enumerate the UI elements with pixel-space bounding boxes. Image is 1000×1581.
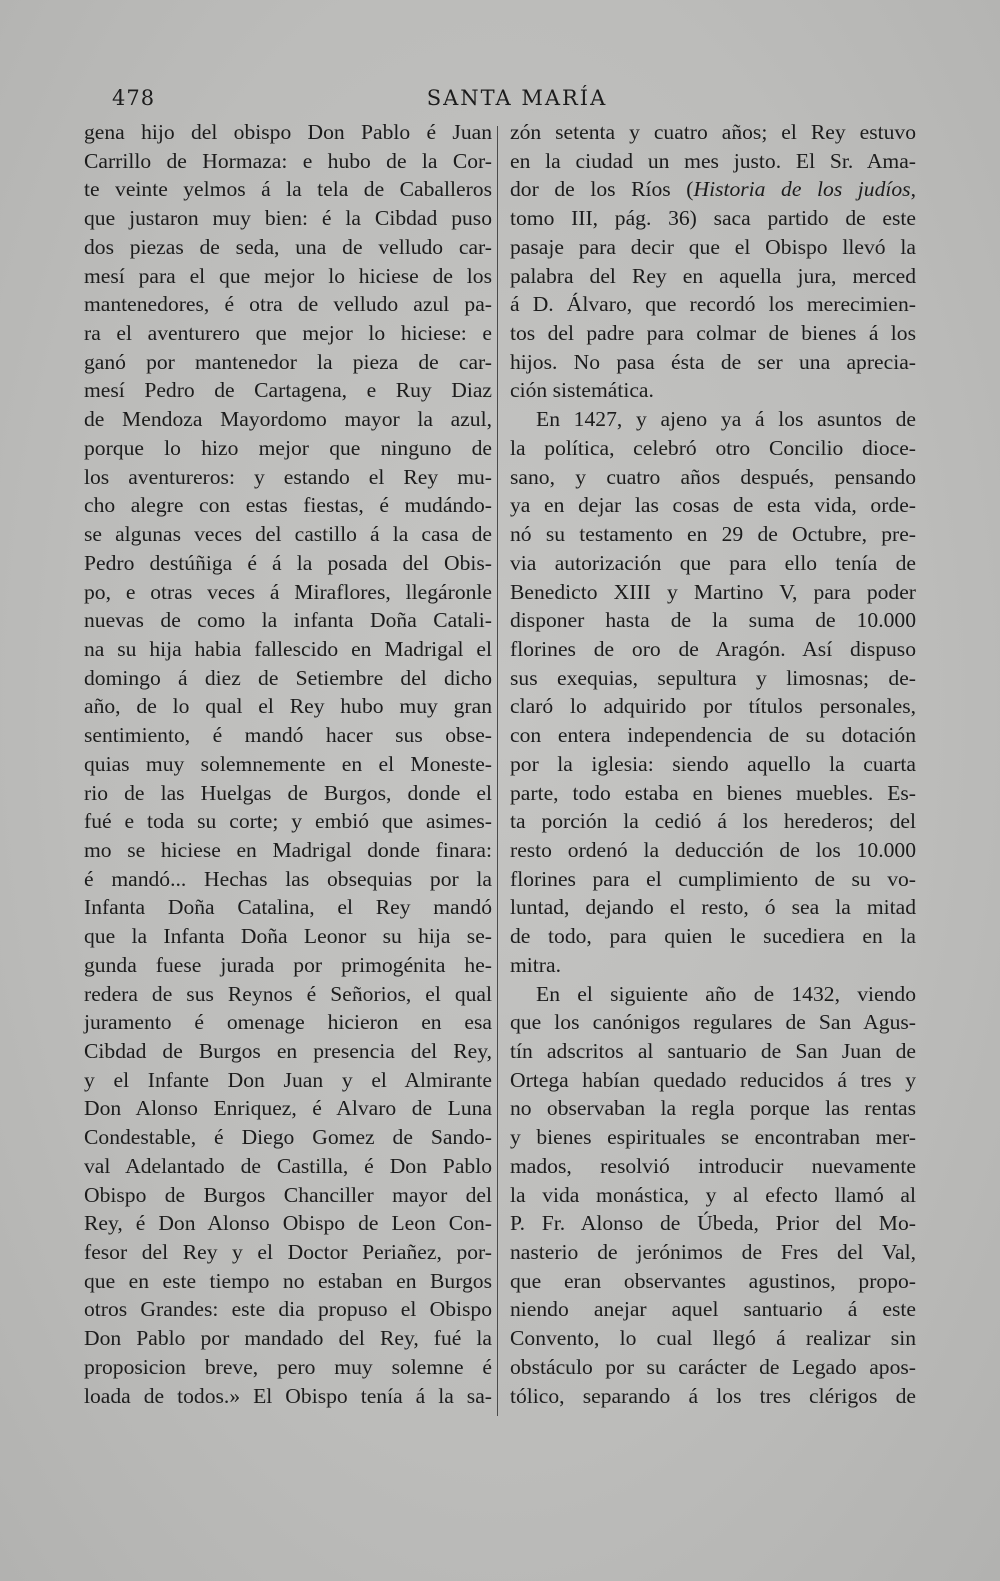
text-line: nó su testamento en 29 de Octubre, pre-: [510, 522, 916, 547]
text-line: En el siguiente año de 1432, viendo: [536, 981, 916, 1006]
text-line: Convento, lo cual llegó á realizar sin: [510, 1326, 916, 1351]
text-line: sano, y cuatro años después, pensando: [510, 464, 916, 489]
text-line: Infanta Doña Catalina, el Rey mandó: [84, 895, 492, 920]
text-line: con entera independencia de su dotación: [510, 723, 916, 748]
text-line: domingo á diez de Setiembre del dicho: [84, 665, 492, 690]
text-line: ra el aventurero que mejor lo hiciese: e: [84, 321, 492, 346]
text-line: Ortega habían quedado reducidos á tres y: [510, 1067, 916, 1092]
text-line: val Adelantado de Castilla, é Don Pablo: [84, 1153, 492, 1178]
text-line: por la iglesia: siendo aquello la cuarta: [510, 751, 916, 776]
text-line: fesor del Rey y el Doctor Periañez, por-: [84, 1240, 492, 1265]
text-line: Benedicto XIII y Martino V, para poder: [510, 579, 916, 604]
text-line: rio de las Huelgas de Burgos, donde el: [84, 780, 492, 805]
text-line: po, e otras veces á Miraflores, llegáronle: [84, 579, 492, 604]
text-line: via autorización que para ello tenía de: [510, 550, 916, 575]
text-line: sus exequias, sepultura y limosnas; de-: [510, 665, 916, 690]
text-line: ya en dejar las cosas de esta vida, orde-: [510, 493, 916, 518]
right-text-column: [510, 118, 916, 1410]
text-line: que los canónigos regulares de San Agus-: [510, 1010, 916, 1035]
text-line: na su hija habia fallescido en Madrigal el: [84, 636, 492, 661]
text-line: gena hijo del obispo Don Pablo é Juan: [84, 120, 492, 144]
text-line: mesí para el que mejor lo hiciese de los: [84, 263, 492, 288]
text-line: que justaron muy bien: é la Cibdad puso: [84, 206, 492, 231]
text-line: sentimiento, é mandó hacer sus obse-: [84, 723, 492, 748]
text-line: la vida monástica, y al efecto llamó al: [510, 1182, 916, 1207]
text-line: otros Grandes: este dia propuso el Obispo: [84, 1297, 492, 1322]
text-line: Don Alonso Enriquez, é Alvaro de Luna: [84, 1096, 492, 1121]
text-line: florines para el cumplimiento de su vo-: [510, 866, 916, 891]
text-line: y bienes espirituales se encontraban mer-: [510, 1125, 916, 1150]
text-line: nuevas de como la infanta Doña Catali-: [84, 608, 492, 633]
text-line: dor de los Ríos (Historia de los judíos,: [510, 177, 916, 202]
text-line: porque lo hizo mejor que ninguno de: [84, 435, 492, 460]
text-line: palabra del Rey en aquella jura, merced: [510, 263, 916, 288]
text-line: que la Infanta Doña Leonor su hija se-: [84, 924, 492, 949]
text-line: luntad, dejando el resto, ó sea la mitad: [510, 895, 916, 920]
text-line: que eran observantes agustinos, propo-: [510, 1268, 916, 1293]
text-line: Rey, é Don Alonso Obispo de Leon Con-: [84, 1211, 492, 1236]
text-line: mados, resolvió introducir nuevamente: [510, 1153, 916, 1178]
text-line: te veinte yelmos á la tela de Caballeros: [84, 177, 492, 202]
text-line: juramento é omenage hicieron en esa: [84, 1010, 492, 1035]
left-text-column: [84, 118, 492, 1410]
text-line: se algunas veces del castillo á la casa de: [84, 522, 492, 547]
text-line: obstáculo por su carácter de Legado apos-: [510, 1354, 916, 1379]
page-number: 478: [112, 86, 156, 110]
text-line: de todo, para quien le sucediera en la: [510, 924, 916, 949]
text-line: Don Pablo por mandado del Rey, fué la: [84, 1326, 492, 1351]
text-line: ta porción la cedió á los herederos; del: [510, 809, 916, 834]
text-line: dos piezas de seda, una de velludo car-: [84, 234, 492, 259]
text-line: que en este tiempo no estaban en Burgos: [84, 1268, 492, 1293]
text-line: mitra.: [510, 952, 561, 977]
text-line: Pedro destúñiga é á la posada del Obis-: [84, 550, 492, 575]
text-line: mantenedores, é otra de velludo azul pa-: [84, 292, 492, 317]
text-line: gunda fuese jurada por primogénita he-: [84, 952, 492, 977]
running-title: SANTA MARÍA: [426, 86, 608, 110]
text-line: En 1427, y ajeno ya á los asuntos de: [536, 407, 916, 432]
text-line: año, de lo qual el Rey hubo muy gran: [84, 694, 492, 719]
text-line: parte, todo estaba en bienes muebles. Es-: [510, 780, 916, 805]
text-line: proposicion breve, pero muy solemne é: [84, 1354, 492, 1379]
text-line: fué e toda su corte; y embió que asimes-: [84, 809, 492, 834]
text-line: mesí Pedro de Cartagena, e Ruy Diaz: [84, 378, 492, 403]
text-line: Cibdad de Burgos en presencia del Rey,: [84, 1039, 492, 1063]
text-line: P. Fr. Alonso de Úbeda, Prior del Mo-: [510, 1211, 916, 1236]
text-line: los aventureros: y estando el Rey mu-: [84, 464, 492, 489]
text-line: á D. Álvaro, que recordó los merecimien-: [510, 292, 916, 317]
text-line: claró lo adquirido por títulos personales,: [510, 694, 916, 719]
text-line: quias muy solemnemente en el Moneste-: [84, 751, 492, 776]
text-line: zón setenta y cuatro años; el Rey estuvo: [510, 120, 916, 144]
text-line: redera de sus Reynos é Señorios, el qual: [84, 981, 492, 1006]
text-line: resto ordenó la deducción de los 10.000: [510, 837, 916, 862]
text-line: tos del padre para colmar de bienes á los: [510, 321, 916, 346]
text-line: mo se hiciese en Madrigal donde finara:: [84, 837, 492, 862]
book-title-italic: Historia de los judíos: [693, 177, 911, 202]
text-line: tín adscritos al santuario de San Juan de: [510, 1039, 916, 1063]
text-line: florines de oro de Aragón. Así dispuso: [510, 636, 916, 661]
text-line: hijos. No pasa ésta de ser una aprecia-: [510, 349, 916, 374]
text-line: ción sistemática.: [510, 378, 654, 403]
text-line: tólico, separando á los tres clérigos de: [510, 1383, 916, 1408]
text-line: niendo anejar aquel santuario á este: [510, 1297, 916, 1322]
text-line: é mandó... Hechas las obsequias por la: [84, 866, 492, 891]
text-line: ganó por mantenedor la pieza de car-: [84, 349, 492, 374]
text-line: no observaban la regla porque las rentas: [510, 1096, 916, 1121]
text-line: Carrillo de Hormaza: e hubo de la Cor-: [84, 148, 492, 173]
text-line: pasaje para decir que el Obispo llevó la: [510, 234, 916, 259]
text-line: Condestable, é Diego Gomez de Sando-: [84, 1125, 492, 1150]
text-line: nasterio de jerónimos de Fres del Val,: [510, 1240, 916, 1265]
text-line: tomo III, pág. 36) saca partido de este: [510, 206, 916, 231]
text-line: loada de todos.» El Obispo tenía á la sa-: [84, 1383, 492, 1408]
text-line: en la ciudad un mes justo. El Sr. Ama-: [510, 148, 916, 173]
running-head: [112, 86, 912, 116]
text-line: cho alegre con estas fiestas, é mudándo-: [84, 493, 492, 518]
text-line: de Mendoza Mayordomo mayor la azul,: [84, 407, 492, 432]
text-line: disponer hasta de la suma de 10.000: [510, 608, 916, 633]
text-line: Obispo de Burgos Chanciller mayor del: [84, 1182, 492, 1207]
text-line: la política, celebró otro Concilio dioce-: [510, 435, 916, 460]
column-divider: [497, 126, 498, 1416]
text-line: y el Infante Don Juan y el Almirante: [84, 1067, 492, 1092]
